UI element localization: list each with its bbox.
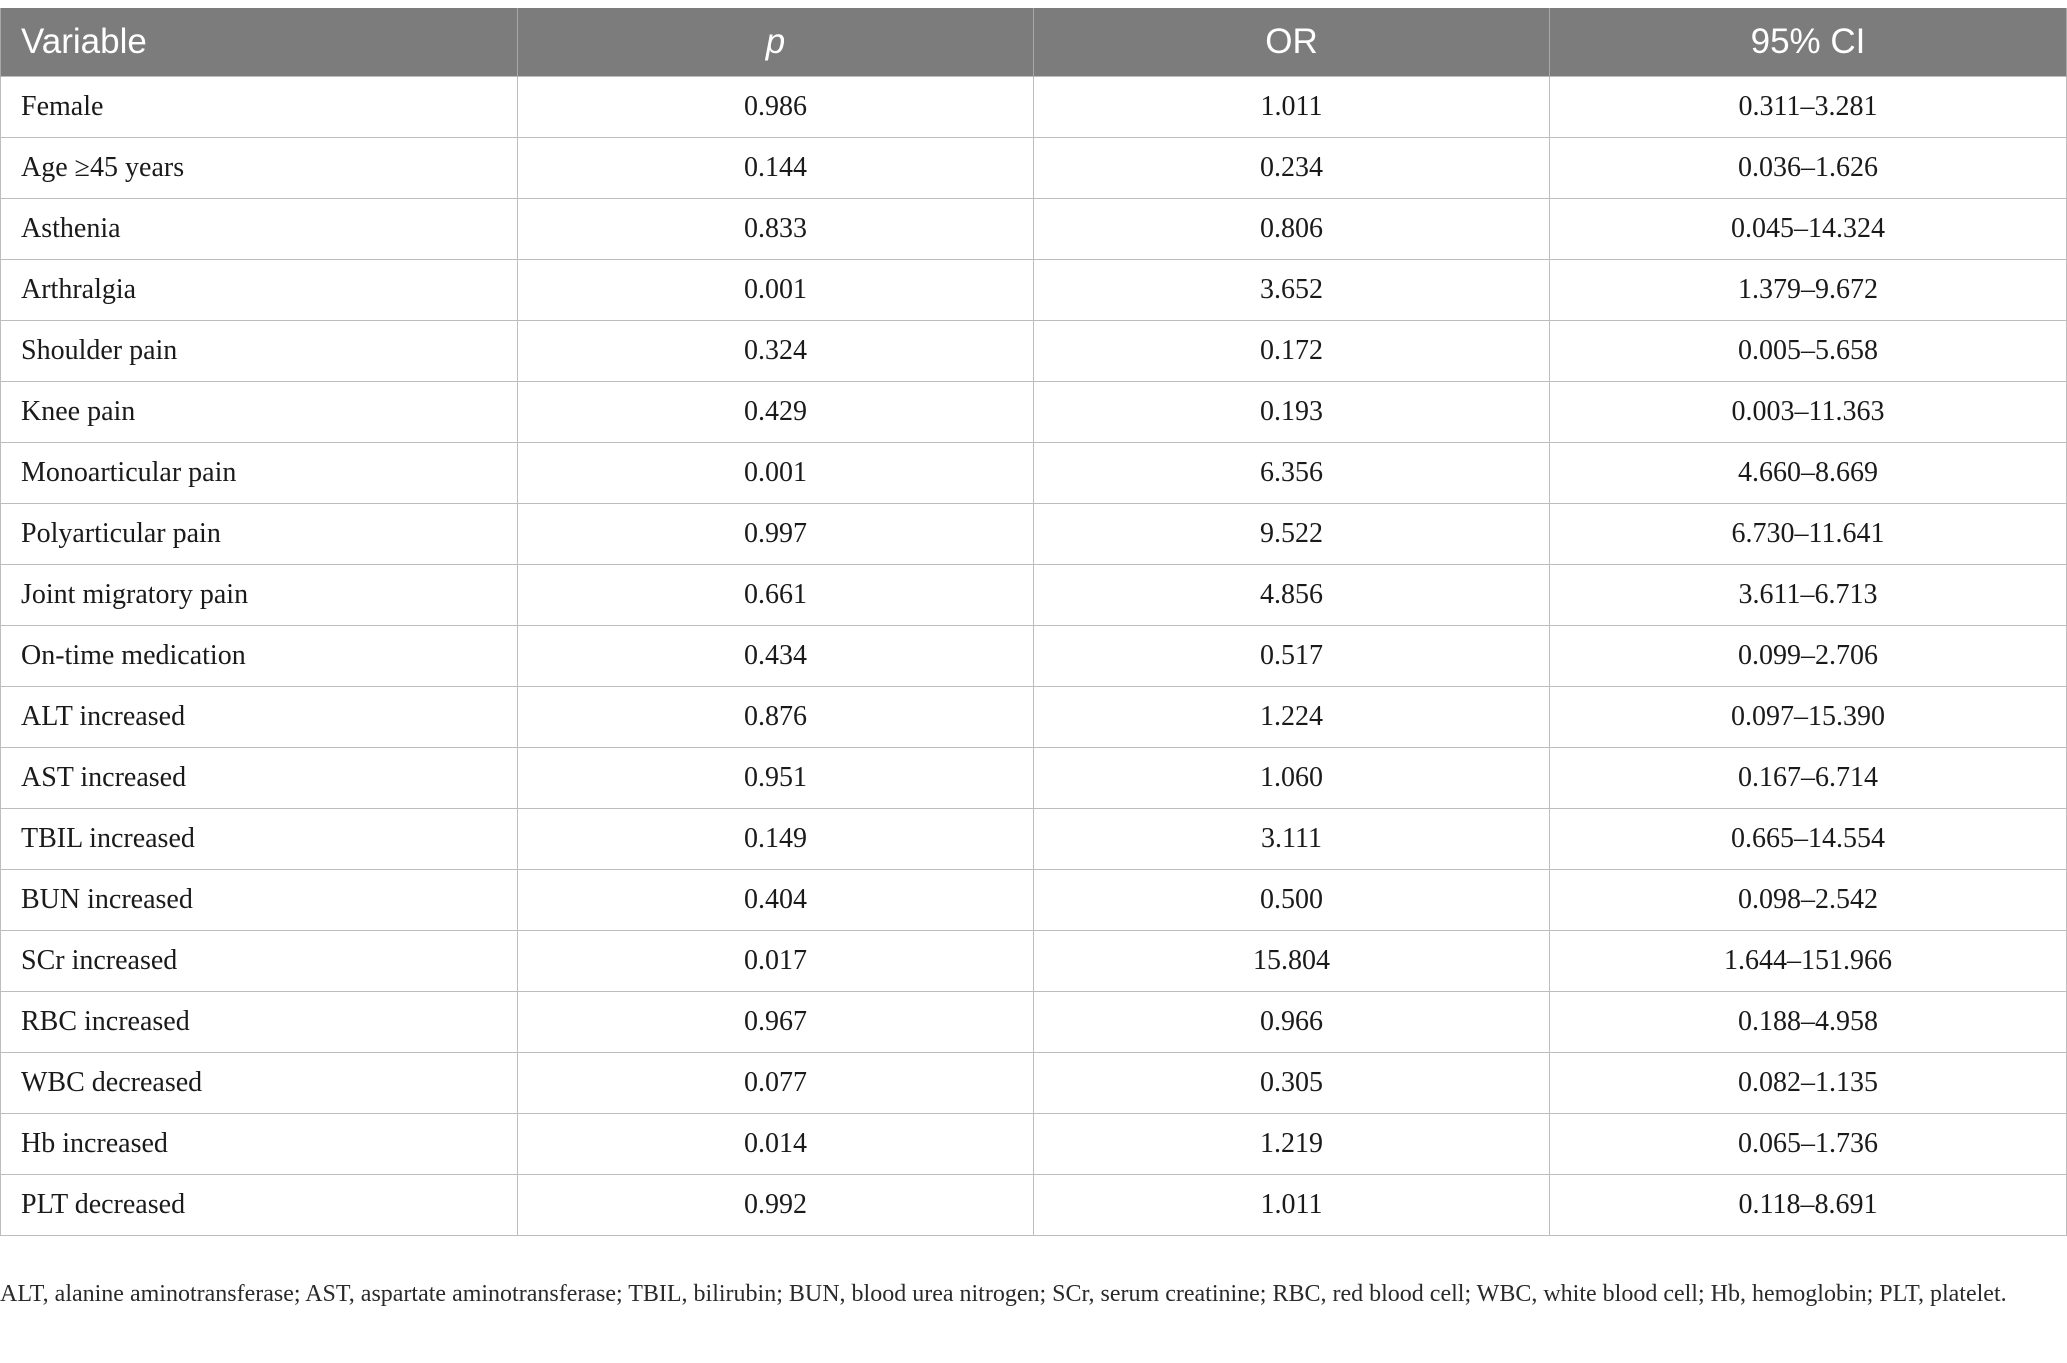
- cell-variable: Monoarticular pain: [1, 443, 518, 504]
- cell-confidence-interval: 6.730–11.641: [1550, 504, 2067, 565]
- table-row: [1, 382, 2067, 443]
- cell-confidence-interval: 1.644–151.966: [1550, 931, 2067, 992]
- table-row: [1, 260, 2067, 321]
- table-row: [1, 1175, 2067, 1236]
- cell-variable: Shoulder pain: [1, 321, 518, 382]
- cell-p-value: 0.144: [518, 138, 1034, 199]
- cell-confidence-interval: 0.005–5.658: [1550, 321, 2067, 382]
- table-row: [1, 77, 2067, 138]
- cell-odds-ratio: 0.193: [1034, 382, 1550, 443]
- cell-odds-ratio: 6.356: [1034, 443, 1550, 504]
- cell-variable: SCr increased: [1, 931, 518, 992]
- cell-odds-ratio: 1.060: [1034, 748, 1550, 809]
- header-variable: Variable: [1, 8, 518, 77]
- results-table-container: [0, 8, 2066, 1236]
- cell-confidence-interval: 0.188–4.958: [1550, 992, 2067, 1053]
- cell-p-value: 0.833: [518, 199, 1034, 260]
- cell-odds-ratio: 0.806: [1034, 199, 1550, 260]
- cell-odds-ratio: 1.219: [1034, 1114, 1550, 1175]
- cell-variable: Asthenia: [1, 199, 518, 260]
- cell-variable: Female: [1, 77, 518, 138]
- cell-p-value: 0.001: [518, 443, 1034, 504]
- cell-variable: Joint migratory pain: [1, 565, 518, 626]
- cell-confidence-interval: 0.099–2.706: [1550, 626, 2067, 687]
- table-row: [1, 1114, 2067, 1175]
- cell-odds-ratio: 1.224: [1034, 687, 1550, 748]
- cell-confidence-interval: 0.097–15.390: [1550, 687, 2067, 748]
- table-footnote: ALT, alanine aminotransferase; AST, aspartate aminotransferase; TBIL, bilirubin; BUN, blood urea nitrogen; SCr, serum creatinine; RBC, red blood cell; WBC, white blood cell; Hb, hemoglobin; PLT, platelet.: [0, 1281, 2007, 1307]
- cell-p-value: 0.017: [518, 931, 1034, 992]
- cell-confidence-interval: 1.379–9.672: [1550, 260, 2067, 321]
- cell-variable: PLT decreased: [1, 1175, 518, 1236]
- table-row: [1, 809, 2067, 870]
- cell-confidence-interval: 0.098–2.542: [1550, 870, 2067, 931]
- cell-odds-ratio: 3.652: [1034, 260, 1550, 321]
- cell-p-value: 0.992: [518, 1175, 1034, 1236]
- cell-p-value: 0.997: [518, 504, 1034, 565]
- header-odds-ratio: OR: [1034, 8, 1550, 77]
- cell-p-value: 0.429: [518, 382, 1034, 443]
- table-body: [1, 77, 2067, 1236]
- cell-variable: ALT increased: [1, 687, 518, 748]
- cell-odds-ratio: 0.305: [1034, 1053, 1550, 1114]
- cell-p-value: 0.661: [518, 565, 1034, 626]
- cell-confidence-interval: 0.065–1.736: [1550, 1114, 2067, 1175]
- cell-confidence-interval: 4.660–8.669: [1550, 443, 2067, 504]
- cell-variable: On-time medication: [1, 626, 518, 687]
- header-confidence-interval: 95% CI: [1550, 8, 2067, 77]
- table-row: [1, 443, 2067, 504]
- cell-p-value: 0.149: [518, 809, 1034, 870]
- table-row: [1, 931, 2067, 992]
- table-row: [1, 626, 2067, 687]
- cell-confidence-interval: 0.082–1.135: [1550, 1053, 2067, 1114]
- cell-confidence-interval: 0.036–1.626: [1550, 138, 2067, 199]
- table-row: [1, 748, 2067, 809]
- cell-variable: Arthralgia: [1, 260, 518, 321]
- header-p-value: p: [518, 8, 1034, 77]
- cell-odds-ratio: 0.172: [1034, 321, 1550, 382]
- table-row: [1, 1053, 2067, 1114]
- cell-p-value: 0.951: [518, 748, 1034, 809]
- cell-variable: Age ≥45 years: [1, 138, 518, 199]
- cell-confidence-interval: 3.611–6.713: [1550, 565, 2067, 626]
- table-header-row: [1, 8, 2067, 77]
- cell-p-value: 0.986: [518, 77, 1034, 138]
- table-row: [1, 504, 2067, 565]
- cell-variable: Polyarticular pain: [1, 504, 518, 565]
- cell-confidence-interval: 0.118–8.691: [1550, 1175, 2067, 1236]
- cell-variable: RBC increased: [1, 992, 518, 1053]
- cell-variable: BUN increased: [1, 870, 518, 931]
- cell-odds-ratio: 15.804: [1034, 931, 1550, 992]
- cell-odds-ratio: 1.011: [1034, 77, 1550, 138]
- results-table: [0, 8, 2067, 1236]
- cell-odds-ratio: 0.517: [1034, 626, 1550, 687]
- cell-variable: Hb increased: [1, 1114, 518, 1175]
- cell-odds-ratio: 3.111: [1034, 809, 1550, 870]
- cell-odds-ratio: 4.856: [1034, 565, 1550, 626]
- cell-confidence-interval: 0.045–14.324: [1550, 199, 2067, 260]
- cell-odds-ratio: 0.966: [1034, 992, 1550, 1053]
- cell-p-value: 0.001: [518, 260, 1034, 321]
- cell-p-value: 0.014: [518, 1114, 1034, 1175]
- table-row: [1, 138, 2067, 199]
- cell-p-value: 0.324: [518, 321, 1034, 382]
- cell-odds-ratio: 9.522: [1034, 504, 1550, 565]
- cell-odds-ratio: 0.234: [1034, 138, 1550, 199]
- cell-variable: TBIL increased: [1, 809, 518, 870]
- cell-p-value: 0.404: [518, 870, 1034, 931]
- cell-confidence-interval: 0.311–3.281: [1550, 77, 2067, 138]
- cell-confidence-interval: 0.167–6.714: [1550, 748, 2067, 809]
- cell-odds-ratio: 1.011: [1034, 1175, 1550, 1236]
- cell-p-value: 0.434: [518, 626, 1034, 687]
- cell-variable: Knee pain: [1, 382, 518, 443]
- cell-p-value: 0.876: [518, 687, 1034, 748]
- cell-confidence-interval: 0.003–11.363: [1550, 382, 2067, 443]
- table-row: [1, 565, 2067, 626]
- cell-variable: WBC decreased: [1, 1053, 518, 1114]
- table-row: [1, 199, 2067, 260]
- cell-odds-ratio: 0.500: [1034, 870, 1550, 931]
- cell-p-value: 0.077: [518, 1053, 1034, 1114]
- table-row: [1, 992, 2067, 1053]
- cell-variable: AST increased: [1, 748, 518, 809]
- cell-p-value: 0.967: [518, 992, 1034, 1053]
- table-row: [1, 687, 2067, 748]
- cell-confidence-interval: 0.665–14.554: [1550, 809, 2067, 870]
- table-row: [1, 321, 2067, 382]
- table-row: [1, 870, 2067, 931]
